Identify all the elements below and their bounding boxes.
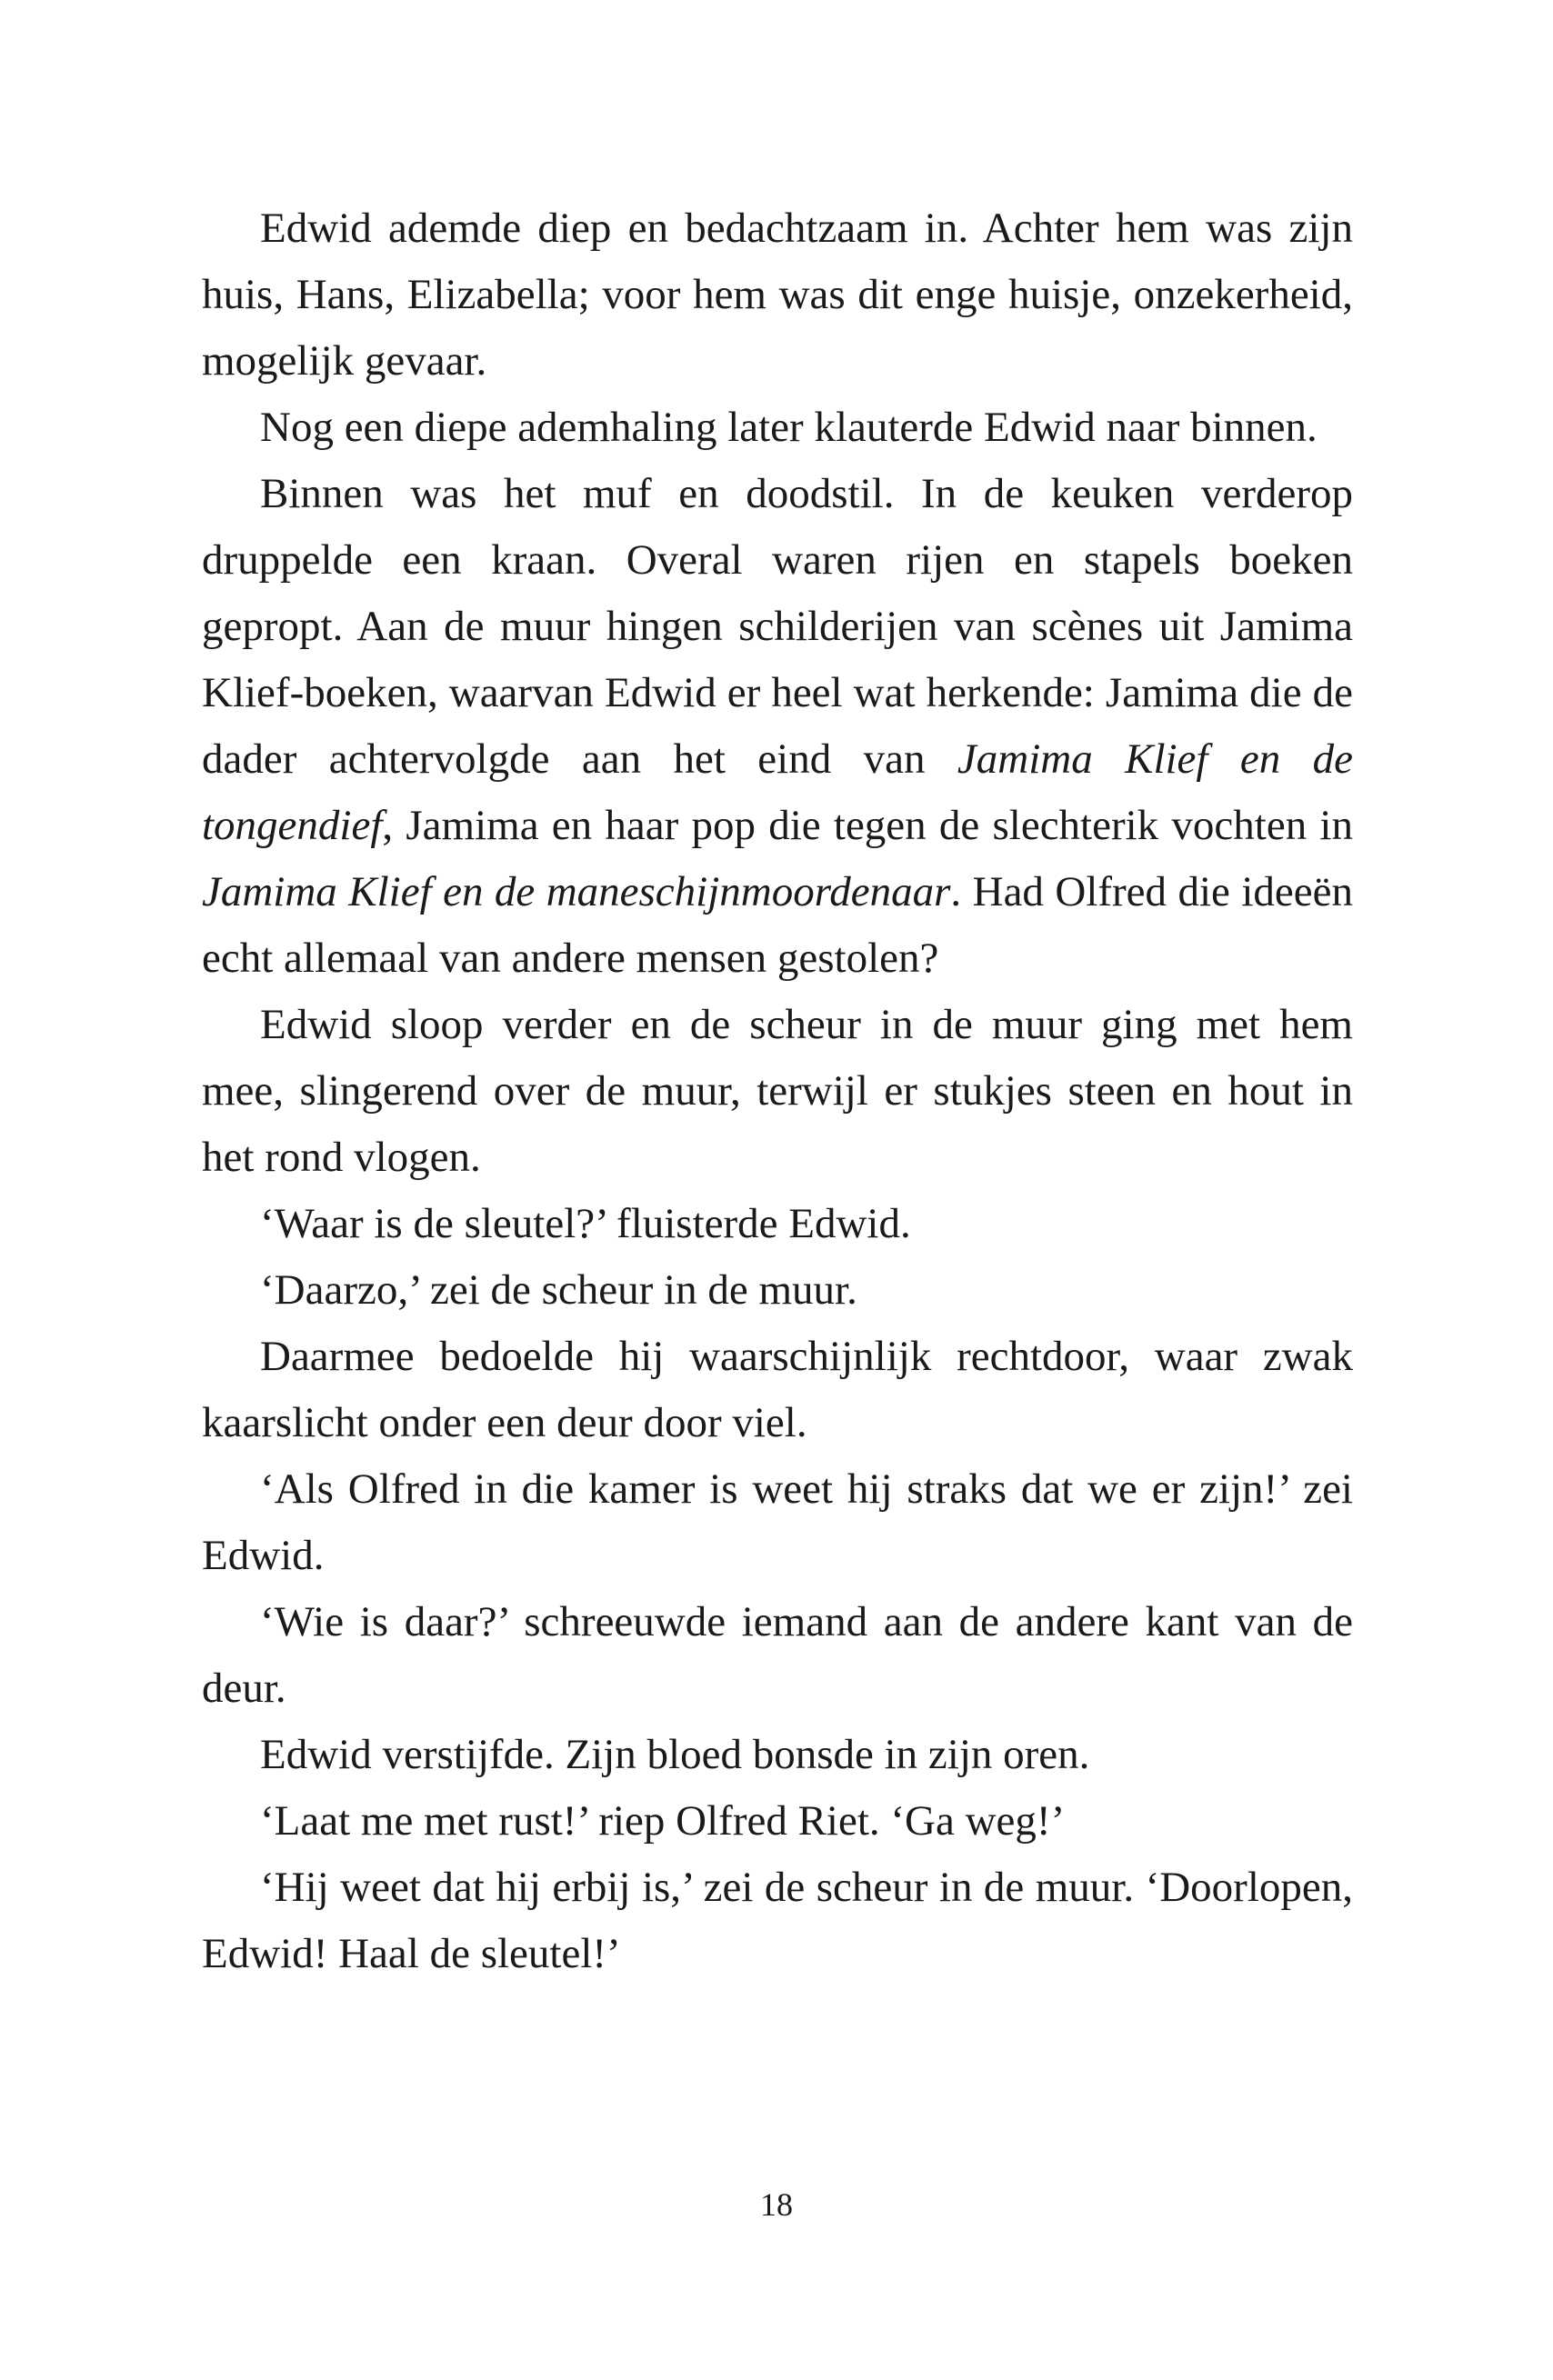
paragraph-9-text: ‘Wie is daar?’ schreeuwde iemand aan de andere kant van de deur.: [202, 1598, 1353, 1712]
paragraph-3-text-a: Binnen was het muf en doodstil. In de keuken verderop druppelde een kraan. Overal waren rijen en stapels boeken gepropt. Aan de muur hingen schilderijen van scènes uit Jamima Klief-boeken, waarvan Edwid er heel wat herkende: Jamima die de dader achtervolgde aan het eind van: [202, 470, 1353, 783]
paragraph-7: [202, 1324, 1353, 1456]
paragraph-10: [202, 1722, 1353, 1788]
paragraph-11-text: ‘Laat me met rust!’ riep Olfred Riet. ‘Ga weg!’: [260, 1797, 1066, 1845]
paragraph-12: [202, 1855, 1353, 1987]
paragraph-3: [202, 461, 1353, 992]
paragraph-5-text: ‘Waar is de sleutel?’ fluisterde Edwid.: [260, 1200, 911, 1247]
paragraph-4-text: Edwid sloop verder en de scheur in de muur ging met hem mee, slingerend over de muur, terwijl er stukjes steen en hout in het rond vlogen.: [202, 1001, 1353, 1181]
paragraph-11: [202, 1788, 1353, 1855]
paragraph-5: [202, 1191, 1353, 1257]
body-text: [202, 195, 1353, 1987]
paragraph-9: [202, 1589, 1353, 1722]
paragraph-3-text-c: . Had Olfred die ideeën echt allemaal van andere mensen gestolen?: [202, 868, 1353, 982]
page-number: 18: [760, 2186, 793, 2223]
paragraph-1: [202, 195, 1353, 395]
paragraph-2: [202, 395, 1353, 461]
paragraph-8-text: ‘Als Olfred in die kamer is weet hij straks dat we er zijn!’ zei Edwid.: [202, 1465, 1353, 1579]
paragraph-4: [202, 992, 1353, 1191]
paragraph-10-text: Edwid verstijfde. Zijn bloed bonsde in zijn oren.: [260, 1731, 1090, 1778]
paragraph-6-text: ‘Daarzo,’ zei de scheur in de muur.: [260, 1266, 857, 1314]
book-title-maneschijnmoordenaar: Jamima Klief en de maneschijnmoordenaar: [202, 868, 951, 915]
paragraph-2-text: Nog een diepe ademhaling later klauterde Edwid naar binnen.: [260, 404, 1318, 451]
paragraph-8: [202, 1456, 1353, 1589]
paragraph-3-text-b: , Jamima en haar pop die tegen de slechterik vochten in: [382, 802, 1353, 849]
book-title-tongendief: Jamima Klief en de tongendief: [202, 735, 1353, 849]
paragraph-7-text: Daarmee bedoelde hij waarschijnlijk rechtdoor, waar zwak kaarslicht onder een deur door viel.: [202, 1333, 1353, 1446]
paragraph-12-text: ‘Hij weet dat hij erbij is,’ zei de scheur in de muur. ‘Doorlopen, Edwid! Haal de sleutel!’: [202, 1864, 1353, 1977]
paragraph-1-text: Edwid ademde diep en bedachtzaam in. Achter hem was zijn huis, Hans, Elizabella; voor hem was dit enge huisje, onzekerheid, mogelijk gevaar.: [202, 205, 1353, 385]
paragraph-6: [202, 1257, 1353, 1324]
